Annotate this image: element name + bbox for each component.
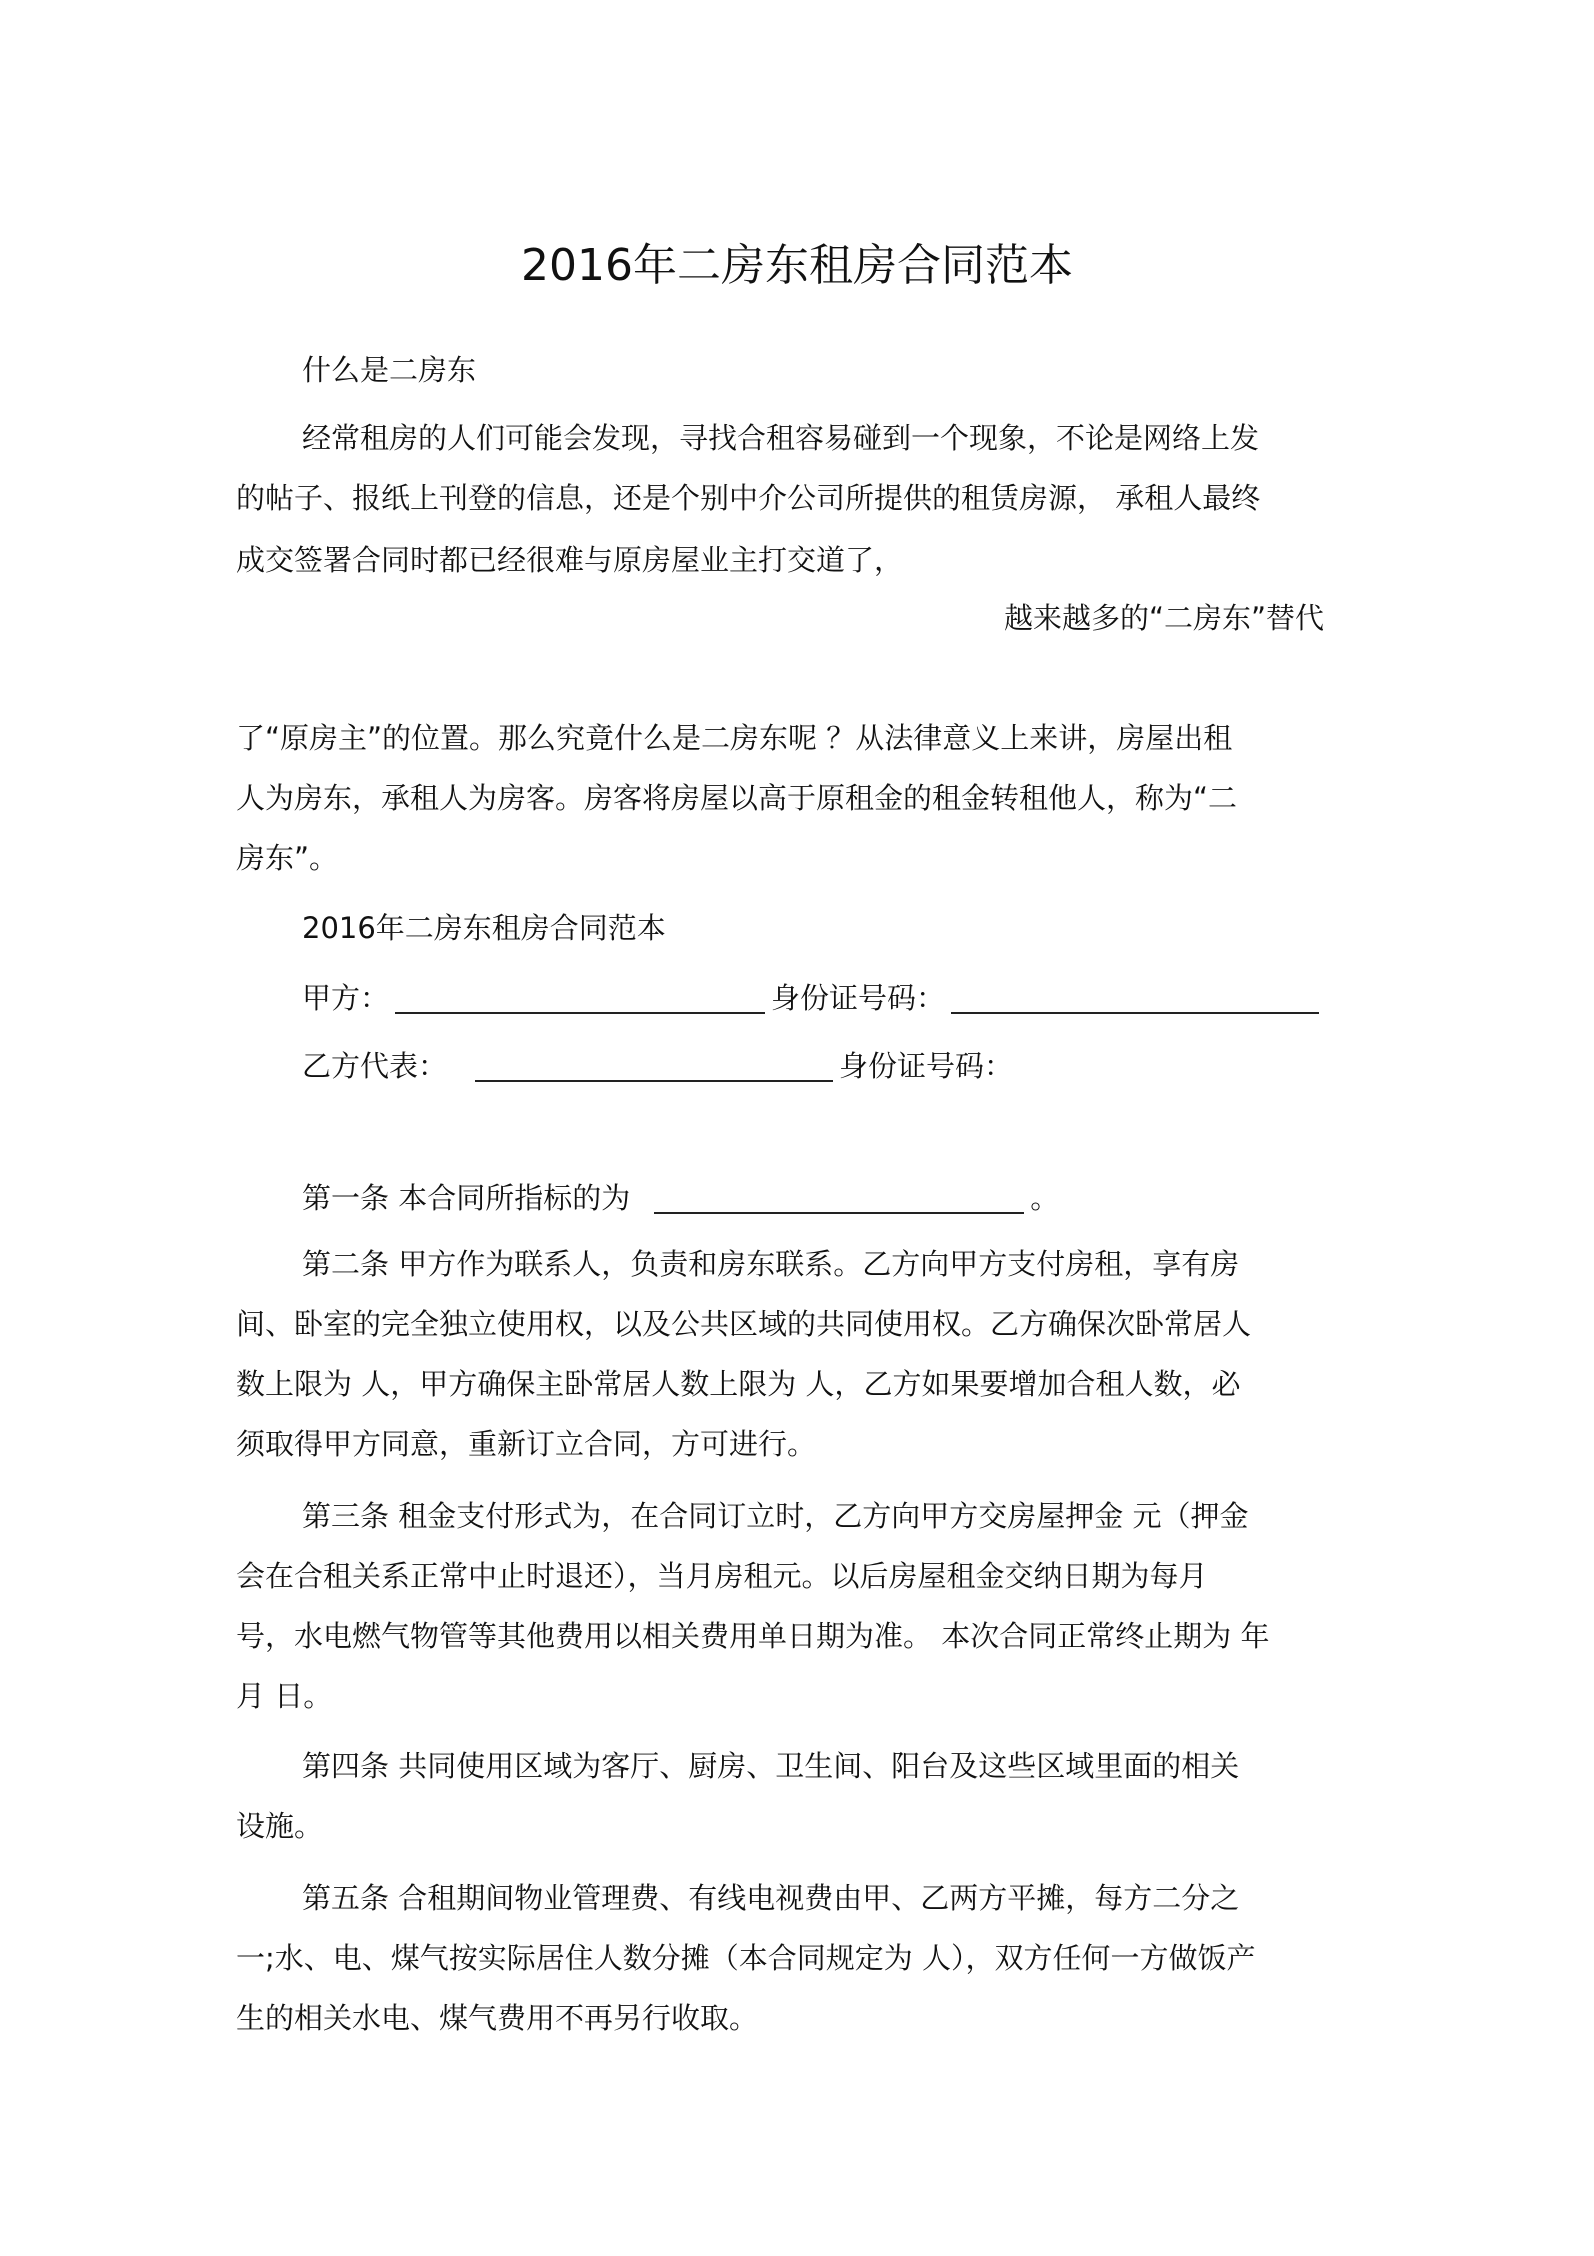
party-b-label: 乙方代表： bbox=[302, 1049, 448, 1083]
article-5-line-3: 生的相关水电、煤气费用不再另行收取。 bbox=[236, 2001, 759, 2035]
section-heading-what-is: 什么是二房东 bbox=[302, 353, 477, 387]
article-1 bbox=[302, 1178, 1059, 1218]
article-4-line-1: 第四条 共同使用区域为客厅、厨房、卫生间、阳台及这些区域里面的相关 bbox=[302, 1749, 1240, 1783]
id-number-label-b: 身份证号码： bbox=[839, 1049, 1014, 1083]
article-2-line-4: 须取得甲方同意，重新订立合同，方可进行。 bbox=[236, 1427, 817, 1461]
party-b-row bbox=[302, 1046, 1013, 1086]
intro-line-1: 经常租房的人们可能会发现，寻找合租容易碰到一个现象，不论是网络上发 bbox=[302, 421, 1260, 455]
article-2-line-2: 间、卧室的完全独立使用权，以及公共区域的共同使用权。乙方确保次卧常居人 bbox=[236, 1307, 1252, 1341]
intro-line-2: 的帖子、报纸上刊登的信息，还是个别中介公司所提供的租赁房源， 承租人最终 bbox=[236, 481, 1261, 515]
party-a-label: 甲方： bbox=[302, 981, 390, 1015]
article-1-blank bbox=[654, 1182, 1024, 1214]
article-3-line-2: 会在合租关系正常中止时退还），当月房租元。以后房屋租金交纳日期为每月 bbox=[236, 1559, 1208, 1593]
intro-line-3: 成交签署合同时都已经很难与原房屋业主打交道了， bbox=[236, 543, 904, 577]
intro-line-5: 了“原房主”的位置。那么究竟什么是二房东呢 ？从法律意义上来讲，房屋出租 bbox=[236, 721, 1233, 755]
id-number-label-a: 身份证号码： bbox=[771, 981, 946, 1015]
intro-line-4: 越来越多的“二房东”替代 bbox=[1003, 601, 1324, 635]
article-1-text: 第一条 本合同所指标的为 bbox=[302, 1181, 631, 1215]
party-b-blank bbox=[475, 1050, 833, 1082]
article-2-line-3: 数上限为 人，甲方确保主卧常居人数上限为 人，乙方如果要增加合租人数，必 bbox=[236, 1367, 1241, 1401]
contract-heading: 2016年二房东租房合同范本 bbox=[302, 911, 666, 945]
article-1-end: 。 bbox=[1030, 1181, 1060, 1215]
intro-line-7: 房东”。 bbox=[236, 841, 339, 875]
party-a-id-blank bbox=[951, 982, 1319, 1014]
article-3-line-4: 月 日。 bbox=[236, 1679, 333, 1713]
intro-line-6: 人为房东，承租人为房客。房客将房屋以高于原租金的租金转租他人，称为“二 bbox=[236, 781, 1238, 815]
article-5-line-2: 一;水、电、煤气按实际居住人数分摊（本合同规定为 人），双方任何一方做饭产 bbox=[236, 1941, 1256, 1975]
article-3-line-1: 第三条 租金支付形式为，在合同订立时，乙方向甲方交房屋押金 元（押金 bbox=[302, 1499, 1249, 1533]
document-title: 2016年二房东租房合同范本 bbox=[521, 240, 1073, 291]
article-3-line-3: 号，水电燃气物管等其他费用以相关费用单日期为准。 本次合同正常终止期为 年 bbox=[236, 1619, 1270, 1653]
party-a-blank bbox=[395, 982, 765, 1014]
article-2-line-1: 第二条 甲方作为联系人，负责和房东联系。乙方向甲方支付房租，享有房 bbox=[302, 1247, 1240, 1281]
article-5-line-1: 第五条 合租期间物业管理费、有线电视费由甲、乙两方平摊，每方二分之 bbox=[302, 1881, 1240, 1915]
article-4-line-2: 设施。 bbox=[236, 1809, 324, 1843]
party-a-row bbox=[302, 978, 1325, 1018]
